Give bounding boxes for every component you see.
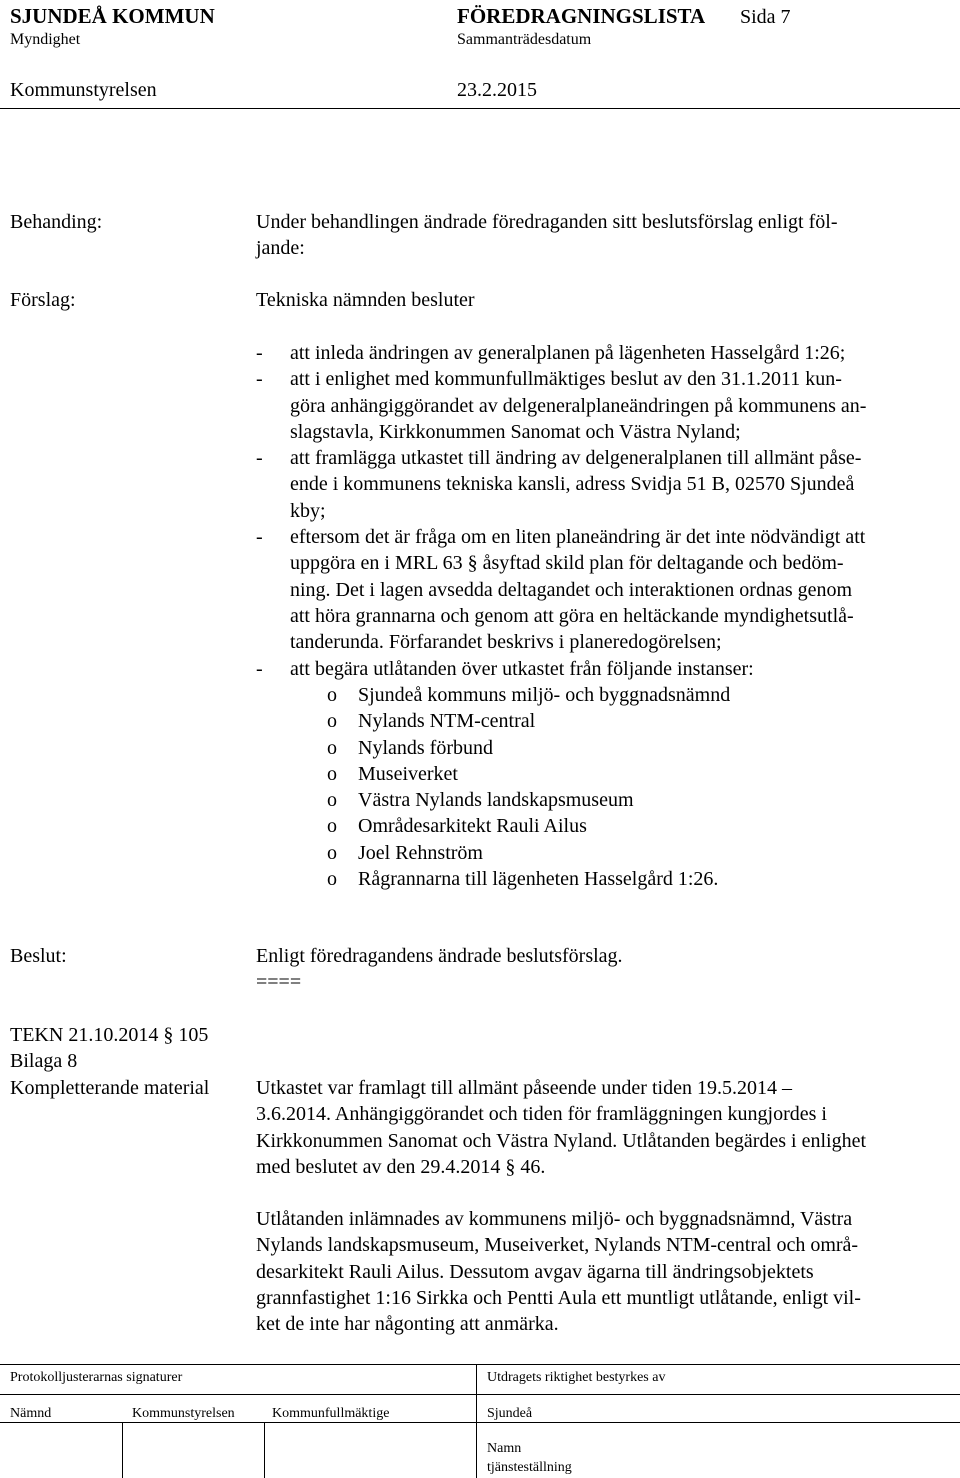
reference-paragraph-1 xyxy=(256,1075,866,1180)
authority-name: Kommunstyrelsen xyxy=(10,79,157,101)
text-line: ket de inte har någonting att anmärka. xyxy=(256,1313,559,1336)
list-item xyxy=(327,735,730,761)
decision-text: Enligt föredragandens ändrade beslutsförslag. xyxy=(256,945,623,967)
forslag-intro: Tekniska nämnden besluter xyxy=(256,289,475,311)
text-line: att begära utlåtanden över utkastet från följande instanser: xyxy=(290,657,754,680)
instance-name: Rågrannarna till lägenheten Hasselgård 1:26. xyxy=(358,868,719,891)
sub-bullet: o xyxy=(327,762,337,785)
footer-row-rule xyxy=(0,1422,960,1423)
beslut-label: Beslut: xyxy=(10,945,67,967)
date-label: Sammanträdesdatum xyxy=(457,31,592,48)
footer-divider xyxy=(476,1364,477,1478)
list-item xyxy=(327,866,730,892)
list-item xyxy=(256,445,866,524)
text-line: Under behandlingen ändrade föredraganden sitt beslutsförslag enligt föl- xyxy=(256,211,838,233)
beslut-text xyxy=(256,943,623,996)
instance-name: Områdesarkitekt Rauli Ailus xyxy=(358,815,587,838)
tekn-reference: TEKN 21.10.2014 § 105 xyxy=(10,1024,209,1046)
reference-block xyxy=(10,1022,209,1101)
authority-label: Myndighet xyxy=(10,31,81,48)
proposal-list xyxy=(256,340,867,682)
footer-position-label: tjänsteställning xyxy=(487,1460,572,1475)
instance-name: Nylands förbund xyxy=(358,736,493,759)
sub-bullet: o xyxy=(327,684,337,706)
text-line: att framlägga utkastet till ändring av delgeneralplanen till allmänt påse- xyxy=(290,447,862,470)
text-line: jande: xyxy=(256,237,305,260)
behandling-text xyxy=(256,209,837,262)
list-dash: - xyxy=(256,342,263,364)
text-line: ning. Det i lagen avsedda deltagandet och interaktionen ordnas genom xyxy=(290,578,853,601)
behandling-label: Behanding: xyxy=(10,211,103,233)
text-line: att inleda ändringen av generalplanen på lägenheten Hasselgård 1:26; xyxy=(290,342,846,364)
text-line: att höra grannarna och genom att göra en heltäckande myndighetsutlå- xyxy=(290,604,854,627)
text-line: tanderunda. Förfarandet beskrivs i planeredogörelsen; xyxy=(290,631,722,654)
document-type: FÖREDRAGNINGSLISTA xyxy=(457,4,706,28)
meeting-date: 23.2.2015 xyxy=(457,79,537,101)
header-rule xyxy=(0,108,960,109)
text-line: desarkitekt Rauli Ailus. Dessutom avgav ägarna till ändringsobjektets xyxy=(256,1260,814,1283)
sub-bullet: o xyxy=(327,815,337,838)
text-line: kby; xyxy=(290,499,326,522)
instance-name: Västra Nylands landskapsmuseum xyxy=(358,789,634,812)
text-line: Kirkkonummen Sanomat och Västra Nyland. Utlåtanden begärdes i enlighet xyxy=(256,1129,867,1152)
municipality-name: SJUNDEÅ KOMMUN xyxy=(10,4,215,28)
list-item xyxy=(327,840,730,866)
verification-label: Utdragets riktighet bestyrkes av xyxy=(487,1370,666,1385)
instance-name: Sjundeå kommuns miljö- och byggnadsnämnd xyxy=(358,684,731,706)
footer-mid-rule xyxy=(0,1394,960,1395)
footer-location: Sjundeå xyxy=(487,1406,533,1421)
text-line: grannfastighet 1:16 Sirkka och Pentti Aula ett muntligt utlåtande, enligt vil- xyxy=(256,1286,861,1309)
footer-col-kommunfullmaktige: Kommunfullmäktige xyxy=(272,1406,390,1421)
list-item xyxy=(256,656,866,682)
list-item xyxy=(327,708,730,734)
text-line: ende i kommunens tekniska kansli, adress Svidja 51 B, 02570 Sjundeå xyxy=(290,473,855,496)
list-item xyxy=(327,787,730,813)
instance-name: Museiverket xyxy=(358,762,458,785)
text-line: uppgöra en i MRL 63 § åsyftad skild plan för deltagande och bedöm- xyxy=(290,552,844,575)
list-item xyxy=(256,524,866,655)
instance-list xyxy=(327,682,731,892)
sub-bullet: o xyxy=(327,841,337,864)
footer-top-rule xyxy=(0,1364,960,1365)
sub-bullet: o xyxy=(327,789,337,812)
instance-name: Joel Rehnström xyxy=(358,841,483,864)
text-line: Nylands landskapsmuseum, Museiverket, Nylands NTM-central och områ- xyxy=(256,1234,859,1257)
text-line: eftersom det är fråga om en liten planeändring är det inte nödvändigt att xyxy=(290,526,866,549)
page-number: Sida 7 xyxy=(740,6,791,28)
list-dash: - xyxy=(256,526,263,549)
text-line: slagstavla, Kirkkonummen Sanomat och Västra Nyland; xyxy=(290,420,741,443)
list-item xyxy=(256,340,866,366)
list-dash: - xyxy=(256,657,263,680)
text-line: göra anhängiggörandet av delgeneralplaneändringen på kommunens an- xyxy=(290,394,867,417)
footer-col-namnd: Nämnd xyxy=(10,1406,52,1421)
sub-bullet: o xyxy=(327,736,337,759)
text-line: att i enlighet med kommunfullmäktiges beslut av den 31.1.2011 kun- xyxy=(290,368,842,391)
list-dash: - xyxy=(256,368,263,391)
forslag-label: Förslag: xyxy=(10,289,76,311)
footer-name-label: Namn xyxy=(487,1441,522,1456)
text-line: Utlåtanden inlämnades av kommunens miljö- och byggnadsnämnd, Västra xyxy=(256,1208,853,1230)
text-line: 3.6.2014. Anhängiggörandet och tiden för framläggningen kungjordes i xyxy=(256,1103,827,1126)
list-item xyxy=(256,366,867,445)
signatures-label: Protokolljusterarnas signaturer xyxy=(10,1370,183,1385)
list-item xyxy=(327,761,730,787)
text-line: Utkastet var framlagt till allmänt påseende under tiden 19.5.2014 – xyxy=(256,1077,792,1099)
decision-separator: ==== xyxy=(256,971,302,994)
sub-bullet: o xyxy=(327,868,337,891)
list-item xyxy=(327,682,731,708)
list-dash: - xyxy=(256,447,263,470)
reference-paragraph-2 xyxy=(256,1206,861,1337)
bilaga-reference: Bilaga 8 xyxy=(10,1050,78,1073)
text-line: med beslutet av den 29.4.2014 § 46. xyxy=(256,1155,546,1178)
kompletterande-label: Kompletterande material xyxy=(10,1076,210,1099)
sub-bullet: o xyxy=(327,710,337,733)
footer-col-line xyxy=(122,1422,123,1478)
footer-col-kommunstyrelsen: Kommunstyrelsen xyxy=(132,1406,235,1421)
list-item xyxy=(327,813,730,839)
instance-name: Nylands NTM-central xyxy=(358,710,536,733)
footer-col-line xyxy=(264,1422,265,1478)
